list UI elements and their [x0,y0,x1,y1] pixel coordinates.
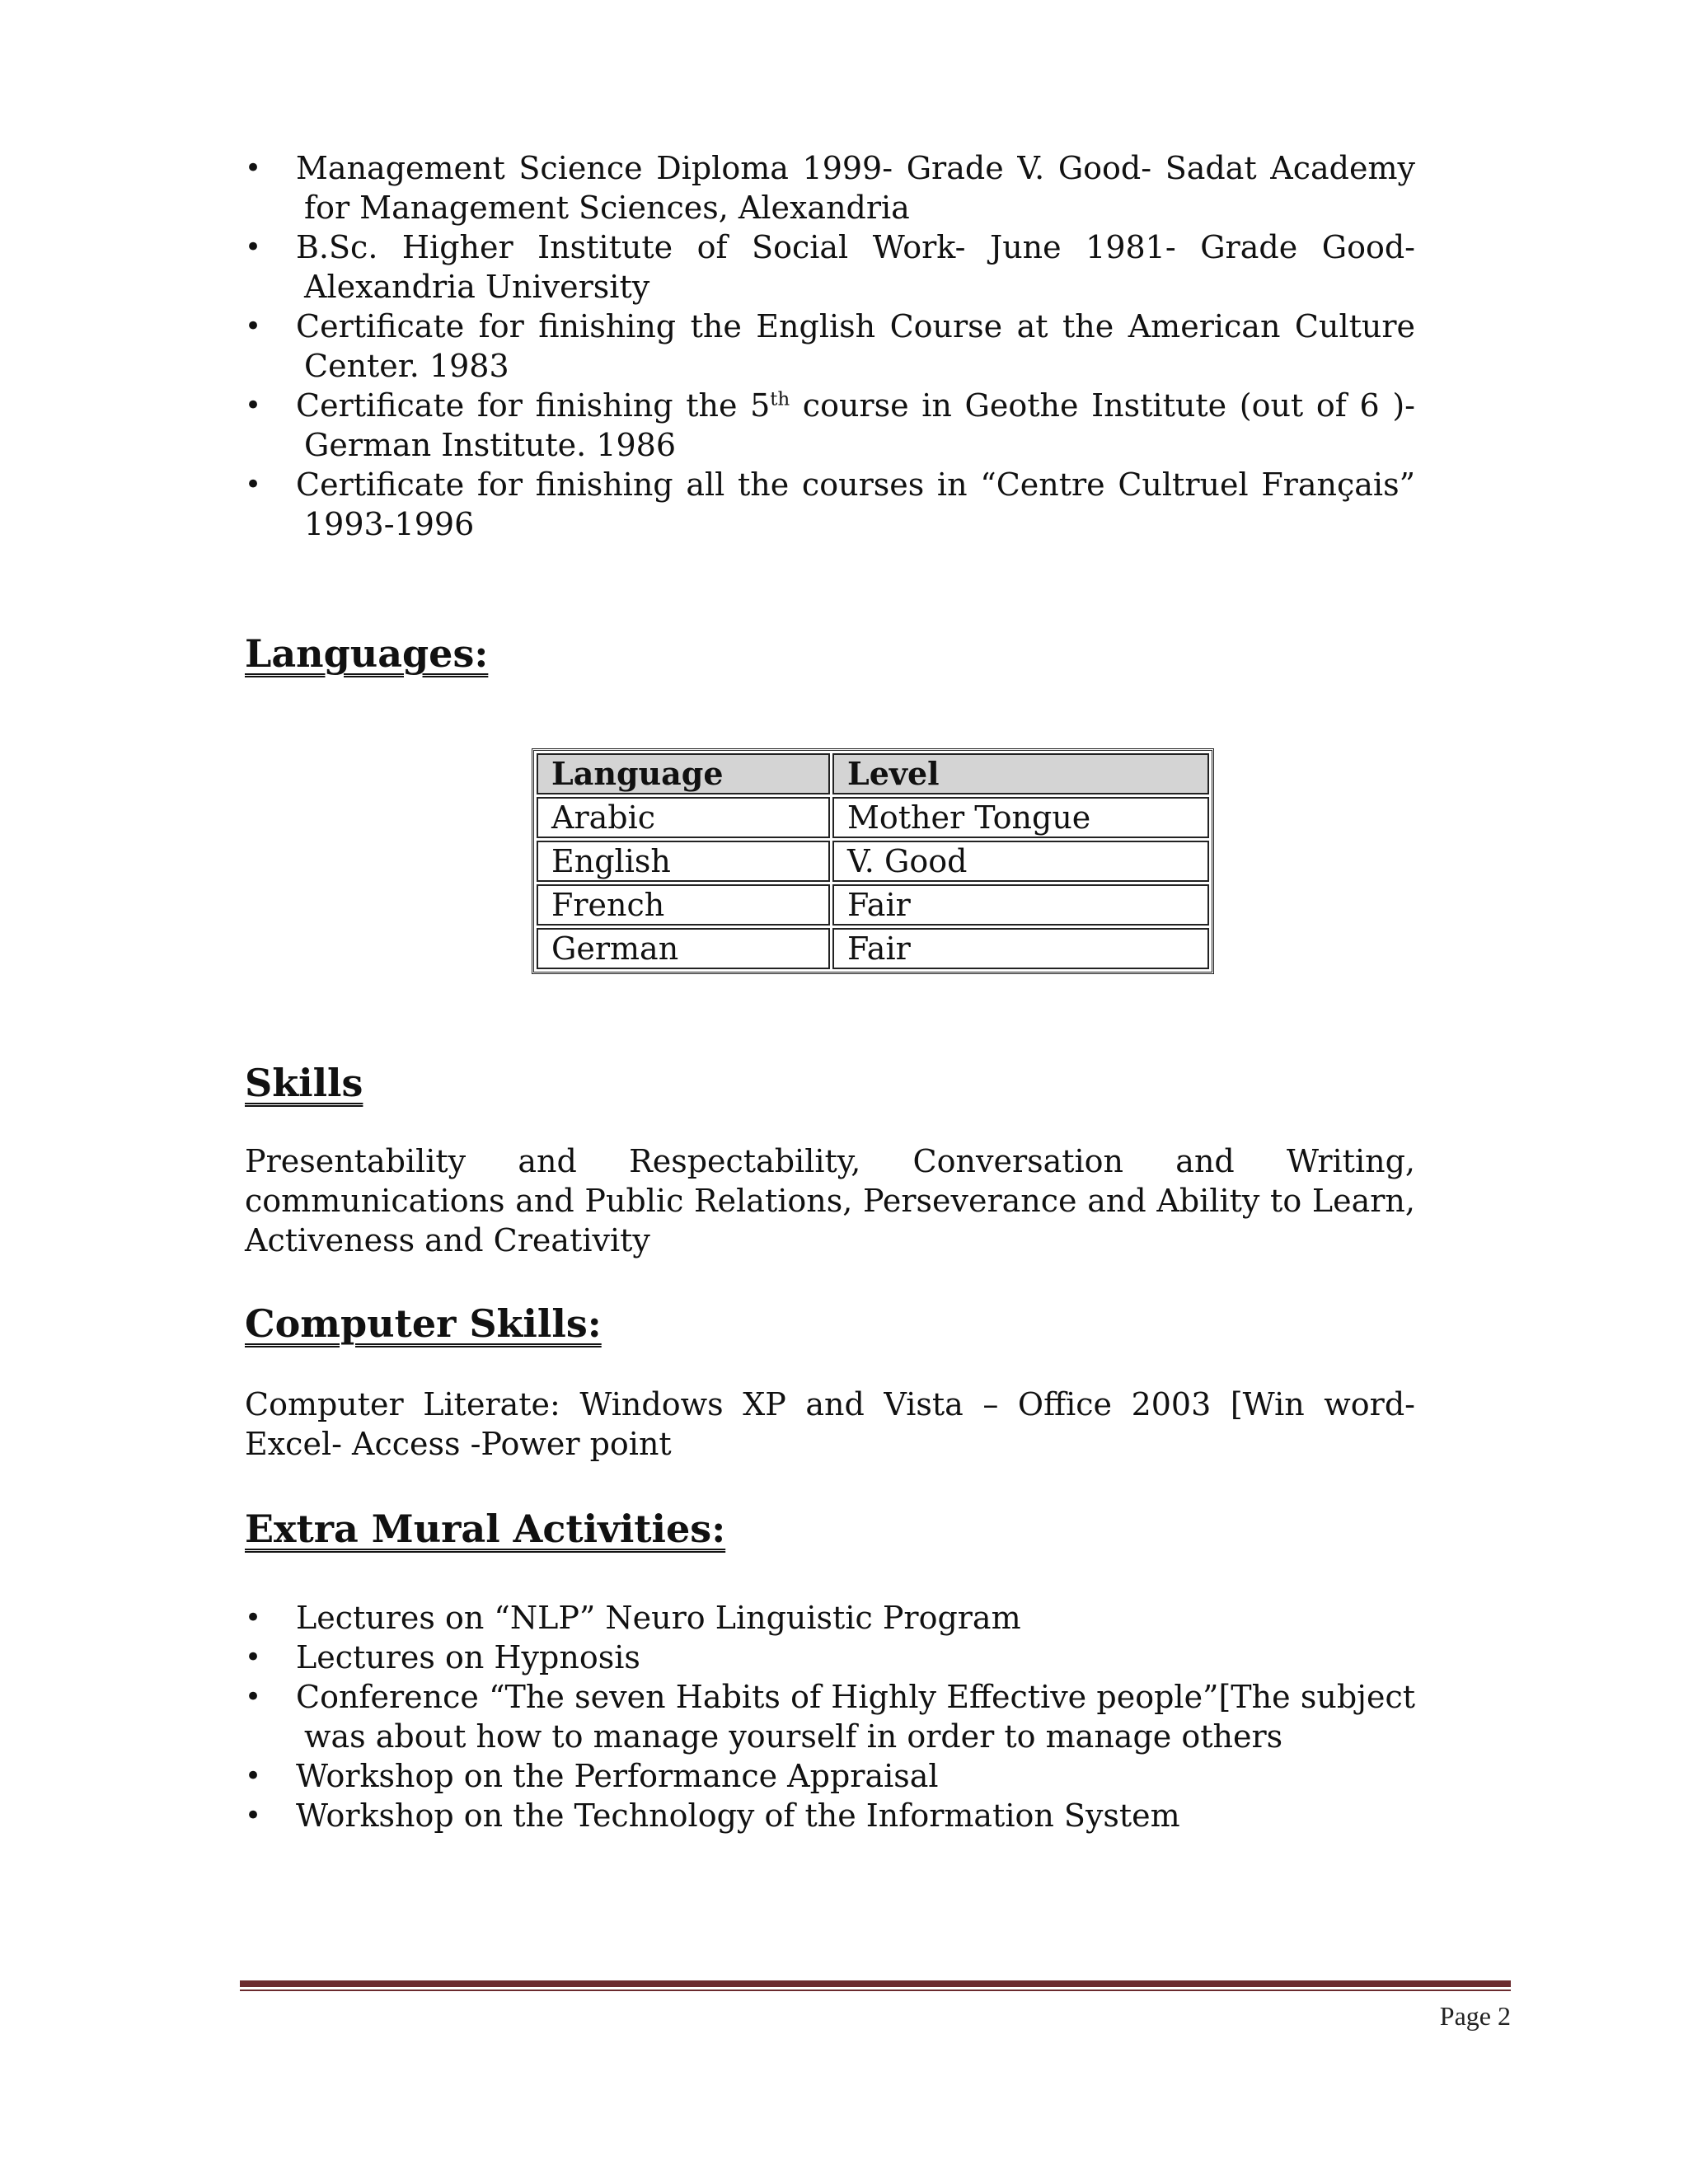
level-cell: Mother Tongue [832,797,1209,838]
language-cell: Arabic [537,797,830,838]
level-cell: V. Good [832,841,1209,882]
education-line: Certificate for finishing the English Course at the American Culture [296,308,1415,344]
table-row [537,928,1209,969]
activity-line: was about how to manage yourself in order to manage others [304,1718,1283,1755]
superscript: th [770,388,790,410]
education-line: Alexandria University [304,269,650,305]
education-line: for Management Sciences, Alexandria [304,190,910,226]
education-line: B.Sc. Higher Institute of Social Work- June 1981- Grade Good- [296,229,1415,265]
table-row [537,797,1209,838]
bullet-icon: • [245,152,262,185]
education-line: Center. 1983 [304,348,509,384]
computer-skills-paragraph: Computer Literate: Windows XP and Vista – Office 2003 [Win word- Excel- Access -Power point [245,1386,1415,1462]
level-cell: Fair [832,884,1209,926]
list-item [245,227,1415,307]
activity-line: Lectures on “NLP” Neuro Linguistic Program [296,1600,1021,1636]
table-row [537,884,1209,926]
bullet-icon: • [245,1760,262,1793]
computer-skills-heading: Computer Skills: [245,1301,602,1346]
education-line: 1993-1996 [304,506,475,542]
list-item [245,1677,1415,1756]
education-line: German Institute. 1986 [304,427,677,463]
footer-divider-thin [240,1990,1511,1991]
bullet-icon: • [245,231,262,264]
bullet-icon: • [245,310,262,343]
list-item [245,1756,1415,1796]
skills-heading: Skills [245,1061,363,1105]
level-cell: Fair [832,928,1209,969]
extra-activities-list [245,1598,1415,1835]
list-item [245,465,1415,544]
page-number: Page 2 [1439,2001,1511,2031]
column-header-language: Language [537,753,830,794]
education-line-part: Certificate for finishing the 5 [296,387,771,424]
skills-paragraph: Presentability and Respectability, Conversation and Writing, communications and Public Relations, Perseverance and Ability to Learn, Activeness and Creativity [245,1143,1415,1258]
bullet-icon: • [245,1799,262,1832]
footer-divider [240,1980,1511,1987]
education-line: Management Science Diploma 1999- Grade V. Good- Sadat Academy [296,150,1415,186]
bullet-icon: • [245,1680,262,1713]
languages-heading: Languages: [245,631,489,676]
language-cell: French [537,884,830,926]
education-line-part: course in Geothe Institute (out of 6 )- [790,387,1415,424]
language-cell: German [537,928,830,969]
activity-line: Workshop on the Performance Appraisal [296,1758,939,1794]
bullet-icon: • [245,1641,262,1674]
bullet-icon: • [245,468,262,501]
list-item [245,386,1415,465]
extra-activities-heading: Extra Mural Activities: [245,1507,726,1551]
table-header-row [537,753,1209,794]
list-item [245,307,1415,386]
education-line: Certificate for finishing all the courses in “Centre Cultruel Français” [296,466,1415,503]
column-header-level: Level [832,753,1209,794]
bullet-icon: • [245,1601,262,1634]
list-item [245,1638,1415,1677]
activity-line: Workshop on the Technology of the Information System [296,1797,1180,1834]
education-line [296,386,1415,425]
list-item [245,1796,1415,1835]
table-row [537,841,1209,882]
education-list [245,148,1415,544]
list-item [245,148,1415,227]
activity-line: Lectures on Hypnosis [296,1639,640,1675]
activity-line: Conference “The seven Habits of Highly Effective people”[The subject [296,1679,1415,1715]
list-item [245,1598,1415,1638]
language-cell: English [537,841,830,882]
bullet-icon: • [245,389,262,422]
languages-table [532,748,1214,974]
